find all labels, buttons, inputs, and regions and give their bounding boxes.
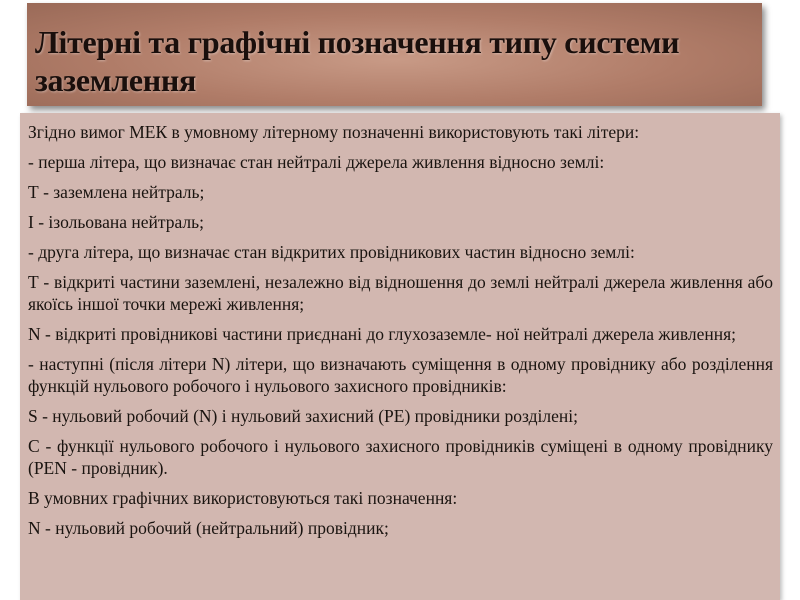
paragraph-list [28, 121, 773, 547]
paragraph: Згідно вимог МЕК в умовному літерному позначенні використовують такі літери: [28, 122, 640, 142]
paragraph: - друга літера, що визначає стан відкритих провідникових частин відносно землі: [28, 242, 635, 262]
paragraph: - наступні (після літери N) літери, що визначають суміщення в одному провіднику або розділення функцій нульового робочого і нульового захисного провідників: [28, 354, 773, 396]
slide-title: Літерні та графічні позначення типу системи заземлення [35, 24, 680, 98]
title-bar [27, 3, 762, 106]
content-box [20, 113, 780, 600]
paragraph: - перша літера, що визначає стан нейтралі джерела живлення відносно землі: [28, 152, 605, 172]
paragraph: Т - заземлена нейтраль; [28, 182, 205, 202]
paragraph: N - нульовий робочий (нейтральний) провідник; [28, 518, 389, 538]
paragraph: В умовних графічних використовуються такі позначення: [28, 488, 458, 508]
paragraph: S - нульовий робочий (N) і нульовий захисний (РЕ) провідники розділені; [28, 406, 578, 426]
paragraph: С - функції нульового робочого і нульового захисного провідників суміщені в одному провіднику (PEN - провідник). [28, 436, 773, 478]
paragraph: Т - відкриті частини заземлені, незалежно від відношення до землі нейтралі джерела живлення або якоїсь іншої точки мережі живлення; [28, 272, 773, 314]
paragraph: N - відкриті провідникові частини приєднані до глухозаземле- ної нейтралі джерела живлення; [28, 324, 736, 344]
paragraph: І - ізольована нейтраль; [28, 212, 204, 232]
